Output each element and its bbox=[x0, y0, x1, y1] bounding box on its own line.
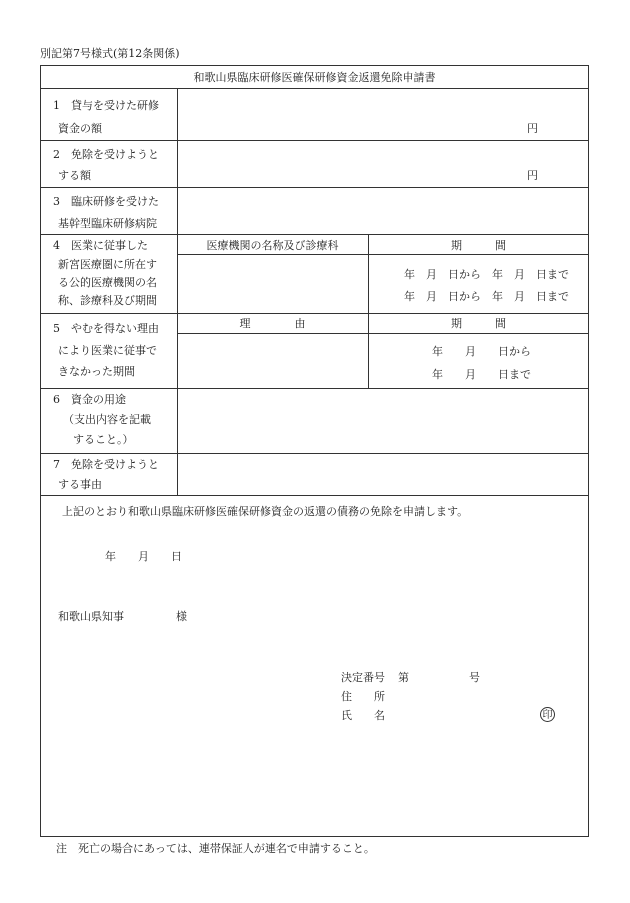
row-divider bbox=[40, 140, 589, 141]
subheader-divider bbox=[177, 333, 589, 334]
name-field[interactable] bbox=[400, 706, 535, 722]
decision-number-suffix: 号 bbox=[469, 671, 480, 684]
row2-amount-field[interactable] bbox=[180, 144, 520, 184]
row6-label-line3: すること。） bbox=[73, 433, 134, 446]
row4-label-line2: 新宮医療圏に所在す bbox=[58, 258, 157, 271]
application-date[interactable]: 年 月 日 bbox=[105, 550, 182, 563]
row5-label-line1: 5 やむを得ない理由 bbox=[53, 322, 159, 335]
label-column-divider bbox=[177, 88, 178, 495]
form-reference: 別記第7号様式(第12条関係) bbox=[40, 47, 180, 60]
row1-amount-field[interactable] bbox=[180, 92, 520, 136]
footnote: 注 死亡の場合にあっては、連帯保証人が連名で申請すること。 bbox=[56, 842, 375, 855]
row5-label-line3: きなかった期間 bbox=[58, 365, 135, 378]
addressee: 和歌山県知事 bbox=[58, 610, 124, 623]
row3-label-line1: 3 臨床研修を受けた bbox=[53, 195, 159, 208]
yen-unit: 円 bbox=[527, 122, 538, 135]
employment-period-1[interactable]: 年 月 日から 年 月 日まで bbox=[404, 268, 569, 281]
row4-label-line1: 4 医業に従事した bbox=[53, 239, 148, 252]
nonpractice-period-from[interactable]: 年 月 日から bbox=[432, 345, 531, 358]
row-divider bbox=[40, 187, 589, 188]
row4-label-line3: る公的医療機関の名 bbox=[58, 276, 157, 289]
row7-label-line1: 7 免除を受けようと bbox=[53, 458, 159, 471]
row7-label-line2: する事由 bbox=[58, 478, 102, 491]
name-label: 氏 名 bbox=[341, 709, 385, 722]
row-divider bbox=[40, 453, 589, 454]
row6-label-line2: （支出内容を記載 bbox=[63, 413, 151, 426]
reason-column-header: 理 由 bbox=[239, 317, 306, 330]
row-divider bbox=[40, 234, 589, 235]
period-column-header: 期 間 bbox=[451, 239, 506, 252]
row1-label-line2: 資金の額 bbox=[58, 122, 102, 135]
yen-unit: 円 bbox=[527, 169, 538, 182]
title-divider bbox=[40, 88, 589, 89]
row-divider bbox=[40, 313, 589, 314]
exemption-reason-field[interactable] bbox=[180, 457, 585, 492]
institution-field[interactable] bbox=[180, 257, 365, 310]
decision-number-prefix: 第 bbox=[398, 671, 409, 684]
fund-usage-field[interactable] bbox=[180, 392, 585, 450]
decision-number-label: 決定番号 bbox=[341, 671, 385, 684]
subheader-divider bbox=[177, 254, 589, 255]
row5-label-line2: により医業に従事で bbox=[58, 344, 157, 357]
seal-mark: 印 bbox=[540, 707, 555, 722]
employment-period-2[interactable]: 年 月 日から 年 月 日まで bbox=[404, 290, 569, 303]
period-column-header: 期 間 bbox=[451, 317, 506, 330]
declaration-statement: 上記のとおり和歌山県臨床研修医確保研修資金の返還の債務の免除を申請します。 bbox=[62, 505, 469, 518]
row3-hospital-field[interactable] bbox=[180, 191, 585, 231]
honorific: 様 bbox=[176, 610, 187, 623]
form-title: 和歌山県臨床研修医確保研修資金返還免除申請書 bbox=[193, 71, 436, 84]
institution-column-header: 医療機関の名称及び診療科 bbox=[206, 239, 339, 252]
decision-number-field[interactable] bbox=[412, 668, 464, 684]
nonpractice-period-to[interactable]: 年 月 日まで bbox=[432, 368, 531, 381]
reason-field[interactable] bbox=[180, 336, 365, 385]
row-divider bbox=[40, 495, 589, 496]
row2-label-line2: する額 bbox=[58, 169, 91, 182]
row-divider bbox=[40, 388, 589, 389]
row3-label-line2: 基幹型臨床研修病院 bbox=[58, 217, 157, 230]
address-label: 住 所 bbox=[341, 690, 385, 703]
row1-label-line1: 1 貸与を受けた研修 bbox=[53, 99, 159, 112]
row4-label-line4: 称、診療科及び期間 bbox=[58, 294, 157, 307]
row2-label-line1: 2 免除を受けようと bbox=[53, 148, 159, 161]
period-column-divider bbox=[368, 234, 369, 388]
row6-label-line1: 6 資金の用途 bbox=[53, 393, 126, 406]
address-field[interactable] bbox=[400, 687, 580, 703]
